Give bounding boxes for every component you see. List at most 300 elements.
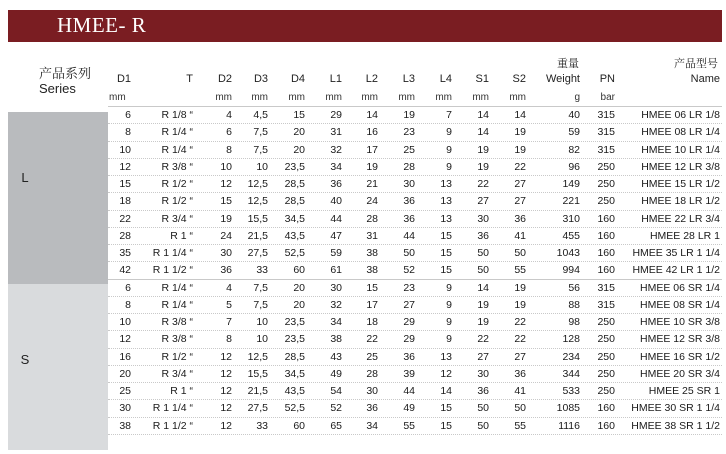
cell-weight: 56 <box>568 281 580 294</box>
cell-pn: 250 <box>597 385 615 397</box>
cell-l1: 47 <box>330 229 342 242</box>
cell-pn: 250 <box>597 350 615 363</box>
cell-d1: 20 <box>119 367 131 380</box>
unit-s1: mm <box>472 92 489 103</box>
cell-name: HMEE 06 LR 1/8 <box>641 109 720 121</box>
cell-d4: 43,5 <box>284 229 305 242</box>
cell-s2: 41 <box>514 385 526 397</box>
cell-d1: 6 <box>125 109 131 121</box>
cell-d2: 30 <box>220 247 232 259</box>
cell-l3: 36 <box>403 212 415 225</box>
cell-weight: 82 <box>568 143 580 156</box>
cell-l3: 36 <box>403 195 415 208</box>
cell-l1: 44 <box>330 212 342 225</box>
cell-d3: 10 <box>256 160 268 173</box>
cell-d1: 12 <box>119 160 131 173</box>
cell-d3: 15,5 <box>247 212 268 225</box>
cell-weight: 96 <box>568 160 580 173</box>
cell-l4: 13 <box>440 212 452 225</box>
weight-header-cn: 重量 <box>557 58 579 70</box>
cell-d1: 28 <box>119 229 131 242</box>
cell-weight: 128 <box>562 333 580 346</box>
row-divider <box>108 227 722 228</box>
cell-l2: 17 <box>366 298 378 311</box>
cell-name: HMEE 12 LR 3/8 <box>641 160 720 173</box>
cell-d3: 7,5 <box>253 143 268 156</box>
row-divider <box>108 123 722 124</box>
row-divider <box>108 244 722 245</box>
cell-l3: 19 <box>403 109 415 121</box>
col-header-l2: L2 <box>365 73 378 85</box>
cell-d2: 5 <box>226 298 232 311</box>
cell-d2: 12 <box>220 178 232 190</box>
unit-d2: mm <box>215 92 232 103</box>
cell-d1: 10 <box>119 143 131 156</box>
col-header-l3: L3 <box>402 73 415 85</box>
cell-l3: 25 <box>403 143 415 156</box>
cell-d1: 35 <box>119 247 131 259</box>
cell-t: R 1 1/2 “ <box>152 419 193 432</box>
cell-s2: 41 <box>514 229 526 242</box>
series-label-cn: 产品系列 <box>39 66 92 81</box>
cell-l2: 19 <box>366 160 378 173</box>
unit-l2: mm <box>361 92 378 103</box>
cell-t: R 1/4 “ <box>161 126 193 139</box>
cell-s2: 27 <box>514 350 526 363</box>
cell-name: HMEE 10 LR 1/4 <box>641 143 720 156</box>
cell-d2: 24 <box>220 229 232 242</box>
col-header-t: T <box>186 73 193 85</box>
cell-d3: 33 <box>256 264 268 277</box>
cell-l2: 38 <box>366 264 378 277</box>
cell-s1: 50 <box>477 247 489 259</box>
col-header-weight: Weight <box>545 73 580 85</box>
cell-l1: 40 <box>330 195 342 208</box>
cell-s1: 27 <box>477 350 489 363</box>
cell-d4: 20 <box>293 298 305 311</box>
cell-weight: 40 <box>568 109 580 121</box>
cell-d3: 21,5 <box>247 229 268 242</box>
cell-l1: 65 <box>330 419 342 432</box>
cell-l2: 18 <box>366 316 378 328</box>
cell-s2: 36 <box>514 212 526 225</box>
cell-s2: 50 <box>514 247 526 259</box>
cell-l1: 32 <box>330 143 342 156</box>
row-divider <box>108 417 722 418</box>
cell-l4: 9 <box>446 126 452 139</box>
cell-d4: 52,5 <box>284 247 305 259</box>
cell-l3: 49 <box>403 402 415 415</box>
cell-l4: 15 <box>440 402 452 415</box>
cell-s1: 14 <box>477 281 489 294</box>
col-header-name: Name <box>690 73 720 85</box>
page-title: HMEE- R <box>57 13 147 37</box>
cell-t: R 3/4 “ <box>161 212 193 225</box>
cell-d4: 52,5 <box>284 402 305 415</box>
cell-d1: 42 <box>119 264 131 277</box>
cell-l3: 23 <box>403 281 415 294</box>
cell-l4: 9 <box>446 143 452 156</box>
unit-l1: mm <box>325 92 342 103</box>
col-header-pn: PN <box>599 73 615 85</box>
series-band-l <box>8 112 108 284</box>
cell-l4: 13 <box>440 350 452 363</box>
cell-d2: 15 <box>220 195 232 208</box>
row-divider <box>108 141 722 142</box>
series-label-en: Series <box>39 81 76 96</box>
cell-s2: 19 <box>514 143 526 156</box>
cell-t: R 1/4 “ <box>161 298 193 311</box>
cell-l3: 30 <box>403 178 415 190</box>
cell-d1: 18 <box>119 195 131 208</box>
cell-d2: 8 <box>226 143 232 156</box>
cell-name: HMEE 30 SR 1 1/4 <box>631 402 720 415</box>
cell-name: HMEE 28 LR 1 <box>649 229 720 242</box>
cell-l2: 24 <box>366 195 378 208</box>
cell-l1: 36 <box>330 178 342 190</box>
unit-l3: mm <box>398 92 415 103</box>
cell-pn: 160 <box>597 402 615 415</box>
cell-l2: 36 <box>366 402 378 415</box>
cell-d1: 8 <box>125 126 131 139</box>
cell-name: HMEE 12 SR 3/8 <box>640 333 720 346</box>
cell-name: HMEE 06 SR 1/4 <box>640 281 720 294</box>
series-band-s <box>8 284 108 450</box>
cell-l3: 36 <box>403 350 415 363</box>
cell-d2: 8 <box>226 333 232 346</box>
cell-l1: 34 <box>330 316 342 328</box>
cell-d3: 21,5 <box>247 385 268 397</box>
cell-t: R 1 1/4 “ <box>152 247 193 259</box>
cell-pn: 315 <box>597 143 615 156</box>
cell-t: R 3/8 “ <box>161 333 193 346</box>
cell-l4: 9 <box>446 298 452 311</box>
cell-d2: 36 <box>220 264 232 277</box>
cell-s1: 19 <box>477 160 489 173</box>
cell-d1: 6 <box>125 281 131 294</box>
cell-t: R 3/4 “ <box>161 367 193 380</box>
row-divider <box>108 434 722 435</box>
cell-l1: 61 <box>330 264 342 277</box>
cell-d4: 28,5 <box>284 350 305 363</box>
header-divider <box>108 106 722 107</box>
cell-l3: 39 <box>403 367 415 380</box>
cell-s1: 50 <box>477 419 489 432</box>
cell-l1: 38 <box>330 333 342 346</box>
cell-s2: 19 <box>514 281 526 294</box>
cell-name: HMEE 16 SR 1/2 <box>640 350 720 363</box>
cell-l1: 54 <box>330 385 342 397</box>
cell-d1: 22 <box>119 212 131 225</box>
cell-d2: 12 <box>220 385 232 397</box>
cell-weight: 234 <box>562 350 580 363</box>
cell-l3: 44 <box>403 229 415 242</box>
cell-d2: 12 <box>220 350 232 363</box>
cell-s1: 30 <box>477 367 489 380</box>
cell-s1: 50 <box>477 264 489 277</box>
cell-name: HMEE 42 LR 1 1/2 <box>632 264 720 277</box>
cell-pn: 250 <box>597 333 615 346</box>
cell-l2: 21 <box>366 178 378 190</box>
unit-d1: mm <box>109 92 126 103</box>
cell-d4: 43,5 <box>284 385 305 397</box>
cell-pn: 160 <box>597 247 615 259</box>
cell-l4: 15 <box>440 264 452 277</box>
cell-d1: 38 <box>119 419 131 432</box>
cell-d4: 34,5 <box>284 367 305 380</box>
series-label-s: S <box>20 352 30 367</box>
cell-weight: 344 <box>562 367 580 380</box>
cell-weight: 59 <box>568 126 580 139</box>
cell-d3: 10 <box>256 333 268 346</box>
cell-l1: 34 <box>330 160 342 173</box>
cell-t: R 1/8 “ <box>161 109 193 121</box>
cell-l1: 29 <box>330 109 342 121</box>
cell-l3: 50 <box>403 247 415 259</box>
cell-weight: 98 <box>568 316 580 328</box>
cell-name: HMEE 18 LR 1/2 <box>641 195 720 208</box>
cell-l3: 29 <box>403 316 415 328</box>
cell-l2: 28 <box>366 367 378 380</box>
cell-pn: 250 <box>597 316 615 328</box>
cell-s1: 22 <box>477 178 489 190</box>
cell-s1: 27 <box>477 195 489 208</box>
cell-d3: 12,5 <box>247 350 268 363</box>
cell-d4: 23,5 <box>284 316 305 328</box>
cell-weight: 533 <box>562 385 580 397</box>
cell-s1: 36 <box>477 229 489 242</box>
cell-l3: 29 <box>403 333 415 346</box>
cell-s2: 22 <box>514 160 526 173</box>
cell-l1: 32 <box>330 298 342 311</box>
cell-weight: 310 <box>562 212 580 225</box>
cell-l2: 22 <box>366 333 378 346</box>
cell-pn: 250 <box>597 195 615 208</box>
cell-pn: 250 <box>597 367 615 380</box>
cell-l1: 31 <box>330 126 342 139</box>
cell-d2: 4 <box>226 109 232 121</box>
cell-d3: 27,5 <box>247 402 268 415</box>
cell-d2: 7 <box>226 316 232 328</box>
cell-l2: 17 <box>366 143 378 156</box>
col-header-d3: D3 <box>253 73 268 85</box>
cell-l1: 59 <box>330 247 342 259</box>
cell-s2: 19 <box>514 298 526 311</box>
cell-s2: 27 <box>514 195 526 208</box>
cell-d3: 7,5 <box>253 281 268 294</box>
cell-d1: 16 <box>119 350 131 363</box>
cell-l2: 14 <box>366 109 378 121</box>
cell-l1: 30 <box>330 281 342 294</box>
row-divider <box>108 382 722 383</box>
cell-s1: 22 <box>477 333 489 346</box>
row-divider <box>108 330 722 331</box>
cell-d3: 7,5 <box>253 298 268 311</box>
cell-d3: 15,5 <box>247 367 268 380</box>
unit-pn: bar <box>600 92 615 103</box>
cell-l4: 9 <box>446 160 452 173</box>
row-divider <box>108 279 722 280</box>
cell-d1: 15 <box>119 178 131 190</box>
cell-name: HMEE 08 LR 1/4 <box>641 126 720 139</box>
cell-l4: 9 <box>446 281 452 294</box>
cell-l4: 15 <box>440 229 452 242</box>
cell-l4: 13 <box>440 195 452 208</box>
cell-l4: 15 <box>440 419 452 432</box>
row-divider <box>108 210 722 211</box>
cell-l4: 7 <box>446 109 452 121</box>
cell-s2: 22 <box>514 316 526 328</box>
cell-s2: 14 <box>514 109 526 121</box>
cell-t: R 1/2 “ <box>161 350 193 363</box>
row-divider <box>108 365 722 366</box>
cell-l2: 31 <box>366 229 378 242</box>
cell-pn: 160 <box>597 264 615 277</box>
cell-s1: 14 <box>477 109 489 121</box>
cell-l1: 49 <box>330 367 342 380</box>
cell-s2: 50 <box>514 402 526 415</box>
cell-l4: 9 <box>446 316 452 328</box>
cell-d4: 20 <box>293 143 305 156</box>
cell-l4: 15 <box>440 247 452 259</box>
cell-d3: 12,5 <box>247 195 268 208</box>
cell-t: R 1/2 “ <box>161 178 193 190</box>
row-divider <box>108 175 722 176</box>
col-header-l1: L1 <box>329 73 342 85</box>
cell-s2: 36 <box>514 367 526 380</box>
cell-name: HMEE 15 LR 1/2 <box>641 178 720 190</box>
cell-s2: 19 <box>514 126 526 139</box>
cell-d2: 4 <box>226 281 232 294</box>
cell-d4: 28,5 <box>284 178 305 190</box>
cell-l4: 12 <box>440 367 452 380</box>
cell-d2: 10 <box>220 160 232 173</box>
cell-d2: 12 <box>220 402 232 415</box>
cell-d1: 25 <box>119 385 131 397</box>
cell-l3: 23 <box>403 126 415 139</box>
cell-t: R 3/8 “ <box>161 160 193 173</box>
row-divider <box>108 348 722 349</box>
cell-d4: 23,5 <box>284 160 305 173</box>
cell-weight: 1116 <box>558 419 580 432</box>
name-header-cn: 产品型号 <box>674 58 718 70</box>
cell-pn: 315 <box>597 298 615 311</box>
cell-d1: 8 <box>125 298 131 311</box>
cell-d3: 27,5 <box>247 247 268 259</box>
cell-d4: 15 <box>293 109 305 121</box>
cell-name: HMEE 38 SR 1 1/2 <box>631 419 720 432</box>
cell-d4: 60 <box>293 264 305 277</box>
cell-l3: 55 <box>403 419 415 432</box>
cell-d1: 30 <box>119 402 131 415</box>
cell-d2: 12 <box>220 419 232 432</box>
cell-s1: 36 <box>477 385 489 397</box>
row-divider <box>108 261 722 262</box>
col-header-d1: D1 <box>116 73 131 85</box>
cell-l2: 30 <box>366 385 378 397</box>
cell-d4: 34,5 <box>284 212 305 225</box>
cell-d3: 10 <box>256 316 268 328</box>
cell-d4: 60 <box>293 419 305 432</box>
unit-l4: mm <box>435 92 452 103</box>
cell-weight: 149 <box>562 178 580 190</box>
cell-name: HMEE 10 SR 3/8 <box>640 316 720 328</box>
cell-name: HMEE 20 SR 3/4 <box>640 367 720 380</box>
cell-weight: 455 <box>562 229 580 242</box>
cell-s2: 22 <box>514 333 526 346</box>
cell-pn: 160 <box>597 229 615 242</box>
title-banner <box>8 10 722 42</box>
cell-l1: 52 <box>330 402 342 415</box>
row-divider <box>108 399 722 400</box>
cell-s1: 50 <box>477 402 489 415</box>
cell-t: R 1 “ <box>170 385 193 397</box>
cell-d3: 7,5 <box>253 126 268 139</box>
cell-t: R 1 1/4 “ <box>152 402 193 415</box>
cell-l1: 43 <box>330 350 342 363</box>
cell-pn: 250 <box>597 178 615 190</box>
cell-weight: 1043 <box>556 247 580 259</box>
cell-d2: 6 <box>226 126 232 139</box>
cell-d4: 23,5 <box>284 333 305 346</box>
cell-name: HMEE 22 LR 3/4 <box>641 212 720 225</box>
cell-l2: 25 <box>366 350 378 363</box>
cell-d2: 12 <box>220 367 232 380</box>
cell-t: R 3/8 “ <box>161 316 193 328</box>
cell-d4: 20 <box>293 126 305 139</box>
cell-d1: 10 <box>119 316 131 328</box>
series-label-l: L <box>21 170 29 185</box>
row-divider <box>108 296 722 297</box>
cell-d4: 28,5 <box>284 195 305 208</box>
cell-l4: 13 <box>440 178 452 190</box>
cell-s2: 27 <box>514 178 526 190</box>
cell-t: R 1/4 “ <box>161 143 193 156</box>
cell-pn: 315 <box>597 109 615 121</box>
cell-l2: 38 <box>366 247 378 259</box>
cell-s2: 55 <box>514 419 526 432</box>
cell-l2: 16 <box>366 126 378 139</box>
cell-t: R 1/4 “ <box>161 281 193 294</box>
cell-pn: 160 <box>597 419 615 432</box>
row-divider <box>108 192 722 193</box>
cell-s1: 19 <box>477 316 489 328</box>
cell-l3: 27 <box>403 298 415 311</box>
cell-t: R 1 1/2 “ <box>152 264 193 277</box>
row-divider <box>108 313 722 314</box>
col-header-d4: D4 <box>290 73 305 85</box>
cell-d3: 33 <box>256 419 268 432</box>
cell-pn: 315 <box>597 281 615 294</box>
cell-d2: 19 <box>220 212 232 225</box>
cell-pn: 250 <box>597 160 615 173</box>
col-header-s1: S1 <box>475 73 489 85</box>
cell-s1: 14 <box>477 126 489 139</box>
cell-name: HMEE 35 LR 1 1/4 <box>632 247 720 259</box>
cell-weight: 994 <box>562 264 580 277</box>
cell-s2: 55 <box>514 264 526 277</box>
cell-t: R 1 “ <box>170 229 193 242</box>
unit-d3: mm <box>251 92 268 103</box>
cell-l2: 28 <box>366 212 378 225</box>
cell-name: HMEE 08 SR 1/4 <box>640 298 720 311</box>
cell-weight: 1085 <box>556 402 580 415</box>
cell-d3: 12,5 <box>247 178 268 190</box>
cell-d1: 12 <box>119 333 131 346</box>
unit-s2: mm <box>509 92 526 103</box>
cell-l2: 15 <box>366 281 378 294</box>
cell-l4: 9 <box>446 333 452 346</box>
